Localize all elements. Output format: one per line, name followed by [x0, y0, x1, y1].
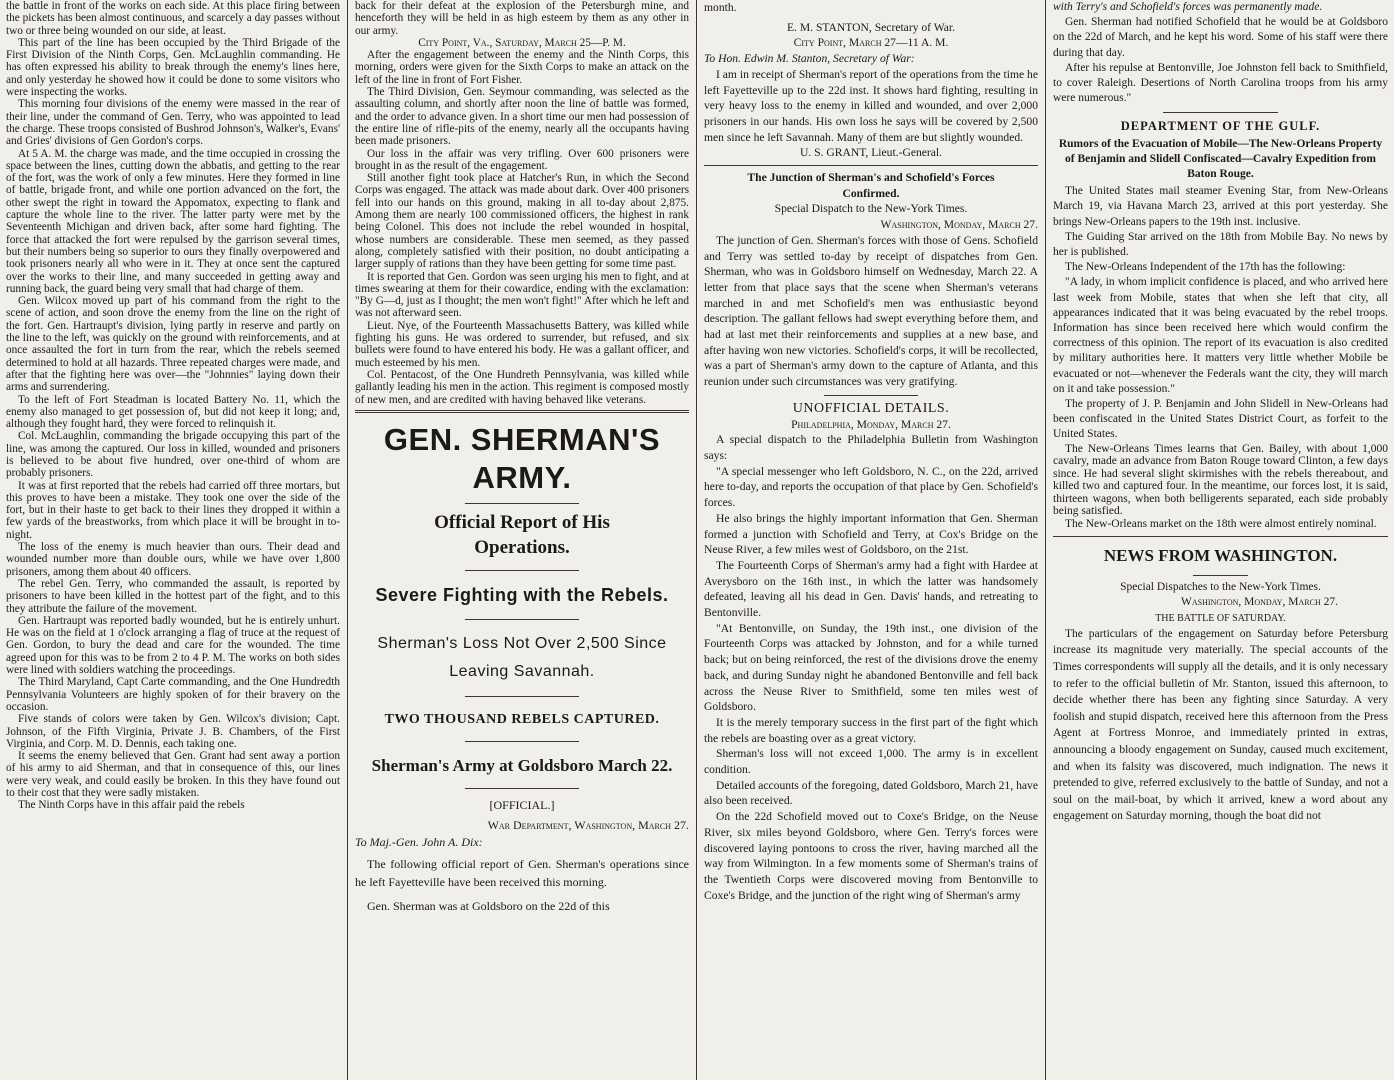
- paragraph: The particulars of the engagement on Saturday before Petersburg increase its magnitude very materially. The special accounts of the Times correspondents will supply all the details, and it is only necessary to refer to the official bulletin of Mr. Stanton, issued this afternoon, to decide whether there has been any fighting since Saturday. A very foolish and stupid dispatch, received here this afternoon from the Press Agent at Fortress Monroe, and immediately printed in extras, announcing a bloody engagement on Sunday, caused much excitement, and when its falsity was discovered, much indignation. The news it pretended to give, referred exclusively to the battle of Sunday, and not a soul on the mail-boat, by which it arrived, knew a word about any engagement on Saturday morning, though the boat did not: [1053, 627, 1388, 823]
- dateline: Philadelphia, Monday, March 27.: [791, 417, 951, 431]
- deck-rule: [465, 788, 579, 789]
- paragraph: back for their defeat at the explosion of the Petersburgh mine, and henceforth they will be held in as high esteem by them as any other in our army.: [355, 0, 689, 37]
- paragraph: The Third Division, Gen. Seymour commanding, was selected as the assaulting column, and shortly after noon the line of battle was formed, and the order to advance given. In a short time our men had possession of the entire line of rifle-pits of the enemy, nearly all the occupants having been made prisoners.: [355, 86, 689, 148]
- paragraph: "At Bentonville, on Sunday, the 19th inst., one division of the Fourteenth Corps was attacked by Johnston, and for a while turned back; but on being reinforced, the rest of the divisions drove the enemy back, and during Sunday night he abandoned Bentonville and fell back across the Neuse River to Smithfield, some ten miles west of Goldsboro.: [704, 621, 1038, 714]
- paragraph: He also brings the highly important information that Gen. Sherman formed a junction with Schofield and Terry, at Cox's Bridge on the Neuse River, a few miles west of Goldsboro, on the 21st.: [704, 511, 1038, 557]
- paragraph: It seems the enemy believed that Gen. Grant had sent away a portion of his army to aid Sherman, and that in consequence of this, our lines were very weak, and could easily be broken. In this they have found out to their cost that they were sadly mistaken.: [6, 750, 340, 799]
- paragraph: It is reported that Gen. Gordon was seen urging his men to fight, and at times swearing at them for their cowardice, ending with the exclamation: "By G—d, just as I thought; the men won't fight!" After which he left and was not afterward seen.: [355, 270, 689, 320]
- paragraph: The property of J. P. Benjamin and John Slidell in New-Orleans had been confiscated in the United States District Court, as forfeit to the United States.: [1053, 398, 1388, 441]
- special-dispatch-label: Special Dispatches to the New-York Times.: [1120, 581, 1321, 594]
- paragraph: At 5 A. M. the charge was made, and the time occupied in crossing the space between the lines, cutting down the abbatis, and getting to the rear of the fort, was the work of only a few minutes. Here they formed in line of battle, brigade front, and while one portion advanced on the fort, the other swept the right in toward the Appomatox, expecting to flank and capture the whole line to the river. The latter party were met by the Seventeenth Michigan and driven back, after some hard fighting. The force that attacked the fort were repulsed by the garrison several times, but their numbers being so superior to ours they finally overpowered and took prisoners nearly all who were in it. They at once sent the captured over the works to their line, and many succeeded in getting away and running back, the guard being very small that had charge of them.: [6, 147, 340, 295]
- headline-washington: NEWS FROM WASHINGTON.: [1103, 546, 1338, 566]
- paragraph: Sherman's loss will not exceed 1,000. The army is in excellent condition.: [704, 747, 1038, 777]
- section-rule: [355, 410, 689, 413]
- paragraph: the battle in front of the works on each side. At this place firing between the pickets has been almost continuous, and scarcely a day passes without two or three being wounded on our side, at least.: [6, 0, 340, 37]
- paragraph: On the 22d Schofield moved out to Coxe's Bridge, on the Neuse River, six miles beyond Goldsboro, where Gen. Terry's forces were discovered laying pontoons to cross the river, having marched all the way from Wilmington. In a few moments some of Sherman's trains of the Twentieth Corps were discovered moving from Bentonville to Coxe's Bridge, and the junction of the right wing of Sherman's army: [704, 810, 1038, 902]
- paragraph: with Terry's and Schofield's forces was permanently made.: [1053, 1, 1323, 13]
- dateline: War Department, Washington, March 27.: [487, 818, 689, 833]
- paragraph: month.: [704, 1, 737, 14]
- deck-rule: [465, 696, 579, 697]
- section-rule: [1053, 536, 1388, 537]
- paragraph: I am in receipt of Sherman's report of the operations from the time he left Fayetteville up to the 22d inst. It shows hard fighting, resulting in very heavy loss to the enemy in killed and wounded, and over 2,000 prisoners in our hands. His own loss he says will be covered by 2,500 men since he left Savannah. Many of them are but slightly wounded.: [704, 67, 1038, 144]
- headline: GEN. SHERMAN'S ARMY.: [383, 421, 661, 495]
- salutation: To Maj.-Gen. John A. Dix:: [355, 835, 483, 850]
- paragraph: This part of the line has been occupied by the Third Brigade of the First Division of the Ninth Corps, Gen. McLaughlin commanding. He has often expressed his ability to break through the enemy's lines here, and only yesterday he showed how it could be done to some visitors who were inspecting the works.: [6, 36, 340, 99]
- paragraph: The New-Orleans Times learns that Gen. Bailey, with about 1,000 cavalry, made an advance from Baton Rouge toward Clinton, a few days since. He had several slight skirmishes with the rebels thereabout, and killed two and captured four. In the meantime, our forces lost, it is said, thirteen wagons, when both belligerents separated, each side probably being satisfied.: [1053, 442, 1388, 518]
- paragraph: The following official report of Gen. Sherman's operations since he left Fayetteville have been received this morning.: [355, 857, 689, 890]
- paragraph: The junction of Gen. Sherman's forces with those of Gens. Schofield and Terry was settled to-day by receipt of dispatches from Gen. Sherman, who was in Goldsboro himself on Wednesday, March 22. A letter from that place says that the scene when Sherman's veterans marched in and met Schofield's men was enthusiastic beyond description. The gallant fellows had swept everything before them, and had at last met their reinforcements and supplies at a new base, and after having won new victories. Schofield's corps, it will be recollected, was a part of Sherman's army down to the capture of Atlanta, and this reunion under such circumstances was very gratifying.: [704, 233, 1038, 389]
- column-rule: [696, 0, 697, 1080]
- section-rule: [704, 165, 1038, 166]
- paragraph: The Guiding Star arrived on the 18th from Mobile Bay. No news by her is published.: [1053, 230, 1388, 259]
- section-rule: [1163, 112, 1278, 113]
- paragraph: This morning four divisions of the enemy were massed in the rear of their line, under the command of Gen. Terry, who was appointed to lead the charge. These troops consisted of Bushrod Johnson's, Walker's, Evans' and Gries' divisions of Gen Gordon's corps.: [6, 98, 341, 148]
- paragraph: "A lady, in whom implicit confidence is placed, and who arrived here last week from Mobile, states that when she left that city, all appearances indicated that it was being evacuated by the rebel troops. Information has since been received here which would confirm the correctness of this opinion. The report of its evacuation is also credited by military authorities here. It matters very little whether Mobile be evacuated or not—whenever the Federals want the city, they will march on it and take possession.": [1053, 276, 1388, 395]
- paragraph: The New-Orleans Independent of the 17th has the following:: [1065, 261, 1346, 274]
- column-2: [349, 0, 695, 1080]
- subheadline-gulf: Rumors of the Evacuation of Mobile—The New-Orleans Property of Benjamin and Slidell Confiscated—Cavalry Expedition from Baton Rouge.: [1058, 137, 1383, 181]
- subheadline: The Junction of Sherman's and Schofield's Forces Confirmed.: [747, 171, 995, 200]
- deck-goldsboro: Sherman's Army at Goldsboro March 22.: [371, 755, 673, 775]
- deck-rule: [465, 619, 579, 620]
- paragraph: Our loss in the affair was very trifling. Over 600 prisoners were brought in as the result of the engagement.: [355, 147, 689, 172]
- signature-stanton: E. M. STANTON, Secretary of War.: [786, 20, 956, 34]
- section-rule: [824, 395, 918, 396]
- paragraph: Col. Pentacost, of the One Hundreth Pennsylvania, was killed while gallantly leading his men in the action. This regiment is composed mostly of new men, and are credited with having behaved like veterans.: [355, 368, 689, 406]
- salutation: To Hon. Edwin M. Stanton, Secretary of War:: [704, 52, 915, 66]
- signature-grant: U. S. GRANT, Lieut.-General.: [799, 146, 943, 160]
- deck-rule: [465, 741, 579, 742]
- section-rule: [1193, 575, 1248, 576]
- dateline: Washington, Monday, March 27.: [1181, 596, 1338, 609]
- dateline: City Point, Va., Saturday, March 25—P. M.: [418, 36, 626, 49]
- deck-severe-fighting: Severe Fighting with the Rebels.: [375, 584, 669, 605]
- paragraph: After the engagement between the enemy and the Ninth Corps, this morning, orders were given for the Sixth Corps to make an attack on the left of the line in front of Fort Fisher.: [355, 49, 689, 86]
- paragraph: A special dispatch to the Philadelphia Bulletin from Washington says:: [704, 433, 1038, 462]
- column-4: [1047, 0, 1394, 1080]
- paragraph: The rebel Gen. Terry, who commanded the assault, is reported by prisoners to have been killed in the hottest part of the fight, and to this they attribute the failure of the movement.: [6, 577, 340, 615]
- deck-rebels-captured: TWO THOUSAND REBELS CAPTURED.: [384, 711, 660, 727]
- paragraph: Gen. Sherman had notified Schofield that he would be at Goldsboro on the 22d of March, and he kept his word. Some of his staff were there during that day.: [1053, 16, 1388, 59]
- paragraph: Lieut. Nye, of the Fourteenth Massachusetts Battery, was killed while fighting his guns. He was ordered to surrender, but refused, and six bullets were found to have entered his body. He was a gallant officer, and much esteemed by his men.: [355, 319, 689, 369]
- deck-official-report: Official Report of His Operations.: [434, 511, 610, 558]
- column-rule: [347, 0, 348, 1080]
- column-rule: [1045, 0, 1046, 1080]
- deck-shermans-loss: Sherman's Loss Not Over 2,500 Since Leaving Savannah.: [377, 634, 667, 680]
- paragraph: It was at first reported that the rebels had carried off three mortars, but this proves to have been a mistake. They took one over the side of the fort, but in their haste to get back to their lines they dropped it within a few yards of the breastworks, from which place it will be brought in to-night.: [6, 479, 340, 541]
- paragraph: Col. McLaughlin, commanding the brigade occupying this part of the line, was among the captured. Our loss in killed, wounded and prisoners is believed to be about five hundred, over one-third of whom are probably prisoners.: [6, 430, 340, 480]
- paragraph: The United States mail steamer Evening Star, from New-Orleans March 19, via Havana March 23, arrived at this port yesterday. She brings New-Orleans papers to the 19th inst. inclusive.: [1053, 185, 1388, 228]
- paragraph: It is the merely temporary success in the first part of the fight which the rebels are boasting over as a great victory.: [704, 715, 1038, 745]
- paragraph: To the left of Fort Steadman is located Battery No. 11, which the enemy also managed to get possession of, but did not keep it long; and, although they fought hard, they were forced to relinquish it.: [6, 393, 340, 431]
- dateline: Washington, Monday, March 27.: [880, 218, 1038, 232]
- paragraph: The loss of the enemy is much heavier than ours. Their dead and wounded number more than double ours, while we have over 1,800 prisoners, among them about 40 officers.: [6, 541, 340, 578]
- paragraph: The Third Maryland, Capt Carte commanding, and the One Hundredth Pennsylvania Volunteers are highly spoken of for their bravery on the occasion.: [6, 676, 340, 713]
- paragraph: Gen. Wilcox moved up part of his command from the right to the scene of action, and soon drove the enemy from the line on the right of the fort. Gen. Hartraupt's division, lying partly in reserve and partly on the line to the left, was quickly on the ground with reinforcements, and at once assaulted the fort in turn from the rear, which the rebels seemed determined to hold at all hazards. Three repeated charges were made, and after that the fighting here was over—the "Johnnies" laying down their arms and surrendering.: [6, 295, 340, 394]
- subheadline: DEPARTMENT OF THE GULF.: [1120, 119, 1321, 134]
- paragraph: Still another fight took place at Hatcher's Run, in which the Second Corps was engaged. The attack was made about dark. Over 400 prisoners fell into our hands on this ground, making in all to-day about 2,875. Among them are nearly 100 commissioned officers, the highest in rank being Colonel. This does not include the rebel wounded in hospital, whose numbers are considerable. These men seemed, as they passed along, completely satisfied with their position, no doubt anticipating a larger supply of rations than they have been getting for some time past.: [355, 172, 689, 271]
- column-3: [698, 0, 1044, 1080]
- paragraph: Gen. Sherman was at Goldsboro on the 22d of this: [367, 899, 610, 914]
- paragraph: Gen. Hartraupt was reported badly wounded, but he is entirely unhurt. He was on the field at 1 o'clock arranging a flag of truce at the request of Gen. Gordon, to bury the dead and care for the wounded. The time agreed upon for this was to be from 2 to 4 P. M. The works on both sides were lined with soldiers watching the proceedings.: [6, 614, 340, 677]
- subheadline: UNOFFICIAL DETAILS.: [792, 400, 950, 416]
- paragraph: After his repulse at Bentonville, Joe Johnston fell back to Smithfield, to cover Raleigh. Desertions of North Carolina troops from his army were numerous.": [1053, 61, 1388, 105]
- paragraph: The New-Orleans market on the 18th were almost entirely nominal.: [1065, 517, 1377, 530]
- dateline: City Point, March 27—11 A. M.: [793, 36, 949, 50]
- paragraph: Five stands of colors were taken by Gen. Wilcox's division; Capt. Johnson, of the Fifth Virginia, Private J. B. Chambers, of the First Virginia, and Corp. M. D. Dennis, each taking one.: [6, 713, 340, 750]
- special-dispatch-label: Special Dispatch to the New-York Times.: [774, 202, 968, 216]
- paragraph: Detailed accounts of the foregoing, dated Goldsboro, March 21, have also been received.: [704, 778, 1038, 808]
- official-label: [OFFICIAL.]: [489, 797, 555, 812]
- deck-rule: [465, 570, 579, 571]
- paragraph: "A special messenger who left Goldsboro, N. C., on the 22d, arrived here to-day, and reports the occupation of that place by Gen. Schofield's forces.: [704, 464, 1038, 510]
- paragraph: The Ninth Corps have in this affair paid the rebels: [18, 799, 245, 812]
- column-1: [0, 0, 346, 1080]
- subheadline: THE BATTLE OF SATURDAY.: [1155, 612, 1286, 624]
- paragraph: The Fourteenth Corps of Sherman's army had a fight with Hardee at Averysboro on the 16th inst., in which the latter was handsomely defeated, leaving all his dead in Gen. Davis' hands, and retreating to Bentonville.: [704, 558, 1038, 620]
